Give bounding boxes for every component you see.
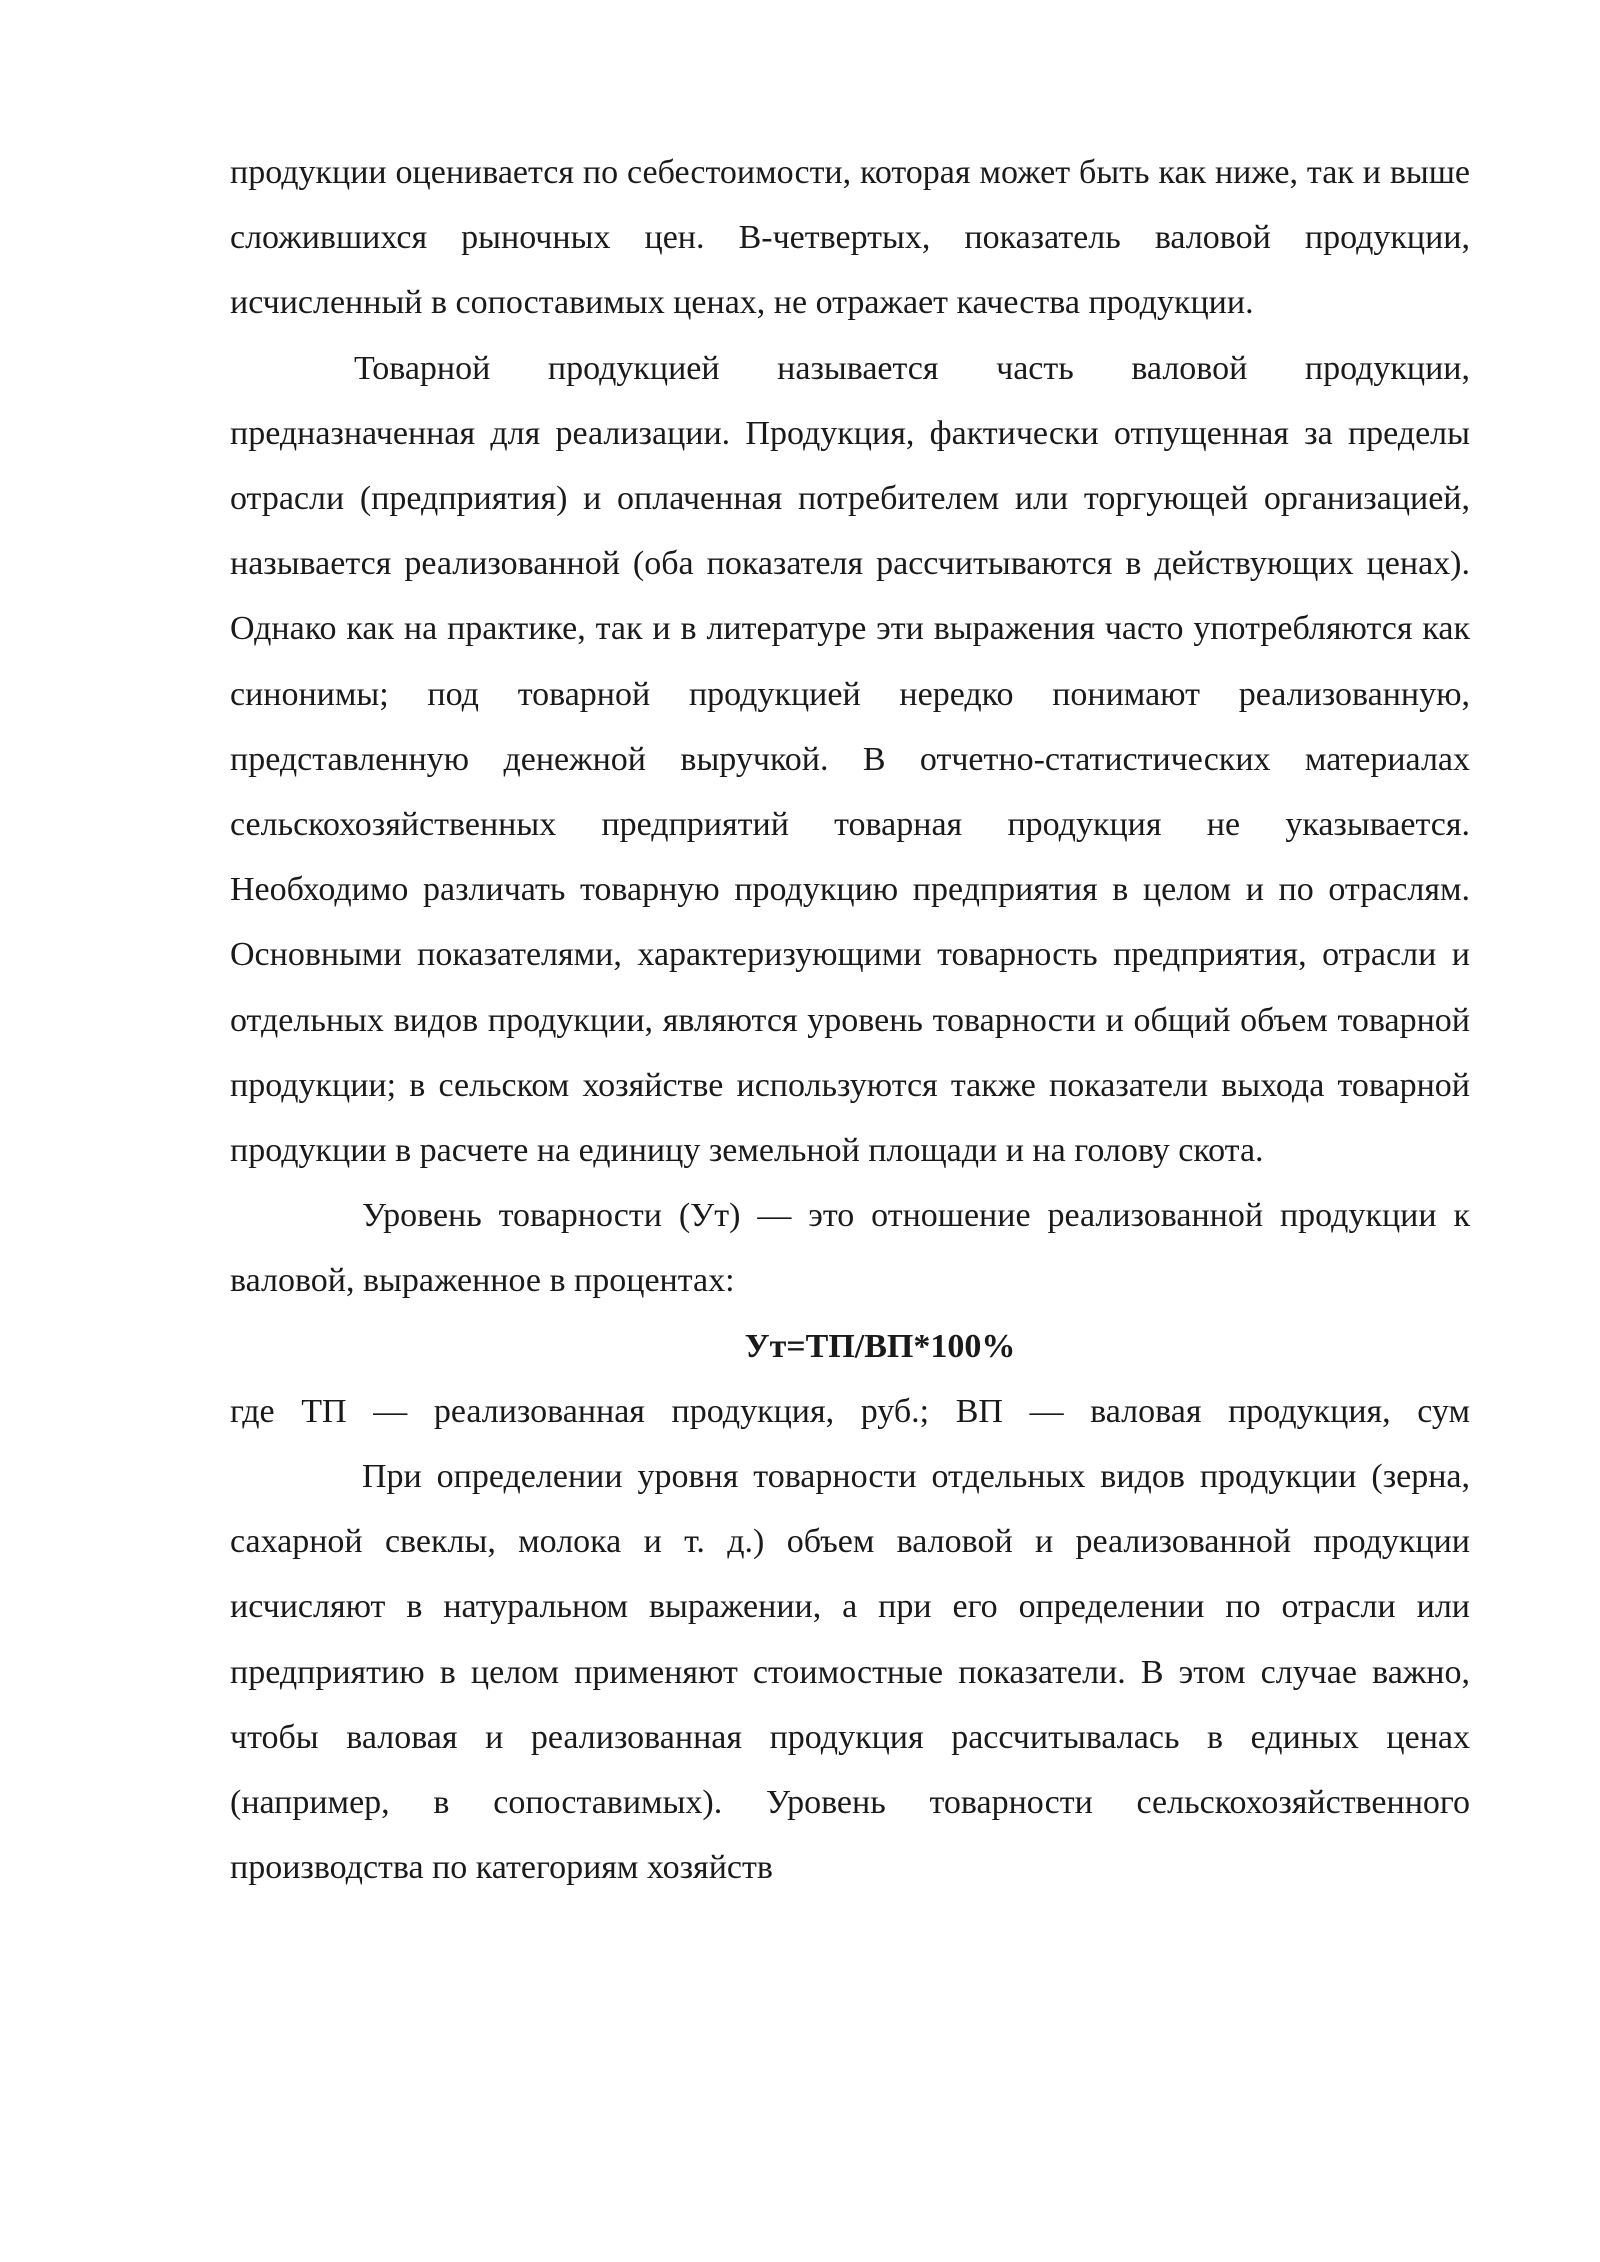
formula-legend: где ТП — реализованная продукция, руб.; ВП — валовая продукция, сум bbox=[230, 1392, 1470, 1430]
paragraph-gross-output-conclusion: продукции оценивается по себестоимости, которая может быть как ниже, так и выше сложившихся рыночных цен. В-четвертых, показатель валовой продукции, исчисленный в сопоставимых ценах, не отражает качества продукции. bbox=[230, 154, 1470, 322]
paragraph-commodity-output: Товарной продукцией называется часть валовой продукции, предназначенная для реализации. Продукция, фактически отпущенная за пределы отрасли (предприятия) и оплаченная потребителем или торгующей организацией, называется реализованной (оба показателя рассчитываются в действующих ценах). Однако как на практике, так и в литературе эти выражения часто употребляются как синонимы; под товарной продукцией нередко понимают реализованную, представленную денежной выручкой. В отчетно-статистических материалах сельскохозяйственных предприятий товарная продукция не указывается. Необходимо различать товарную продукцию предприятия в целом и по отраслям. Основными показателями, характеризующими товарность предприятия, отрасли и отдельных видов продукции, являются уровень товарности и общий объем товарной продукции; в сельском хозяйстве используются также показатели выхода товарной продукции в расчете на единицу земельной площади и на голову скота. bbox=[230, 349, 1470, 1170]
formula-marketability: Ут=ТП/ВП*100% bbox=[744, 1327, 1016, 1365]
document-body bbox=[230, 140, 1470, 1900]
paragraph-marketability-calculation: При определении уровня товарности отдельных видов продукции (зерна, сахарной свеклы, молока и т. д.) объем валовой и реализованной продукции исчисляют в натуральном выражении, а при его определении по отрасли или предприятию в целом применяют стоимостные показатели. В этом случае важно, чтобы валовая и реализованная продукция рассчитывалась в единых ценах (например, в сопоставимых). Уровень товарности сельскохозяйственного производства по категориям хозяйств bbox=[230, 1458, 1470, 1887]
paragraph-marketability-definition: Уровень товарности (Ут) — это отношение реализованной продукции к валовой, выраженное в процентах: bbox=[230, 1197, 1470, 1300]
